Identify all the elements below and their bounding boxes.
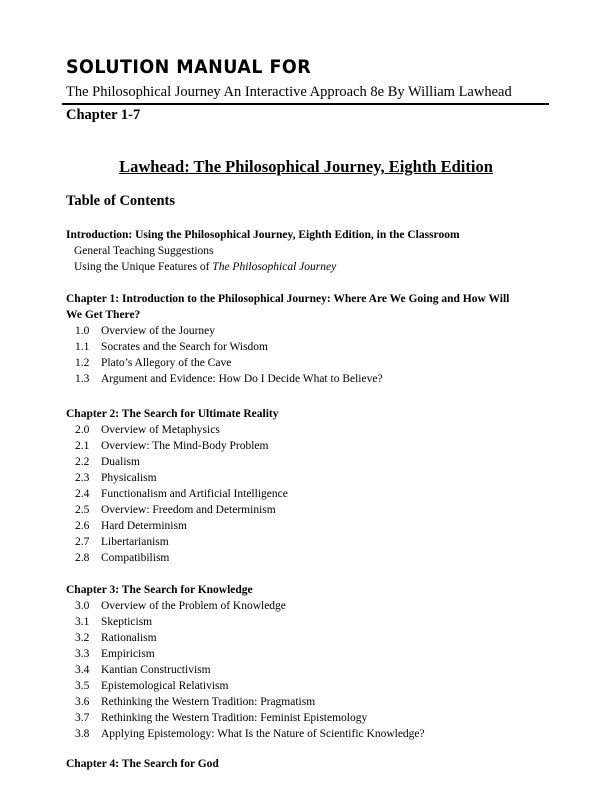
toc-entry: [66, 710, 556, 726]
toc-entry: [66, 694, 556, 710]
entry-title: Physicalism: [101, 472, 157, 484]
entry-title: Libertarianism: [101, 536, 169, 548]
section-heading: Chapter 1: Introduction to the Philosophical Journey: Where Are We Going and How Will: [66, 293, 510, 305]
entry-title: Kantian Constructivism: [101, 664, 211, 676]
section-heading: Chapter 4: The Search for God: [66, 758, 219, 770]
toc-entry: [66, 518, 556, 534]
document-title: Lawhead: The Philosophical Journey, Eighth Edition: [119, 157, 493, 176]
entry-title: Epistemological Relativism: [101, 680, 229, 692]
toc-entry: [66, 662, 556, 678]
entry-title: Functionalism and Artificial Intelligence: [101, 488, 288, 500]
entry-number: 2.0: [75, 424, 90, 436]
toc-entry: [66, 502, 556, 518]
entry-number: 3.5: [75, 680, 90, 692]
entry-number: 3.2: [75, 632, 90, 644]
toc-entry: [66, 598, 556, 614]
entry-title-emphasis: The Philosophical Journey: [212, 261, 337, 273]
toc-entry: [66, 243, 556, 259]
entry-title: Socrates and the Search for Wisdom: [101, 341, 268, 353]
section-heading-continued: We Get There?: [66, 309, 141, 321]
entry-title: Compatibilism: [101, 552, 170, 564]
entry-number: 3.6: [75, 696, 90, 708]
entry-number: 3.3: [75, 648, 90, 660]
entry-number: 1.1: [75, 341, 90, 353]
entry-number: 3.4: [75, 664, 90, 676]
entry-number: 3.1: [75, 616, 90, 628]
toc-heading: Table of Contents: [66, 193, 176, 209]
toc-section-chapter-2: [66, 406, 556, 566]
toc-entry: [66, 470, 556, 486]
section-heading: Introduction: Using the Philosophical Journey, Eighth Edition, in the Classroom: [66, 229, 460, 241]
entry-title: Overview of Metaphysics: [101, 424, 220, 436]
entry-number: 2.7: [75, 536, 90, 548]
toc-entry: [66, 259, 556, 275]
toc-section-chapter-3: [66, 582, 556, 742]
entry-title: Overview of the Problem of Knowledge: [101, 600, 286, 612]
toc-entry: [66, 339, 556, 355]
entry-title: Overview: The Mind-Body Problem: [101, 440, 269, 452]
entry-title: Rationalism: [101, 632, 157, 644]
entry-title: Overview of the Journey: [101, 325, 216, 337]
entry-number: 2.8: [75, 552, 90, 564]
toc-entry: [66, 422, 556, 438]
entry-number: 2.3: [75, 472, 90, 484]
entry-title: Rethinking the Western Tradition: Feminist Epistemology: [101, 712, 368, 724]
entry-title: Overview: Freedom and Determinism: [101, 504, 276, 516]
toc-entry: [66, 355, 556, 371]
entry-number: 3.7: [75, 712, 90, 724]
entry-number: 2.6: [75, 520, 90, 532]
entry-title: Rethinking the Western Tradition: Pragmatism: [101, 696, 316, 708]
entry-title: Dualism: [101, 456, 140, 468]
book-subtitle: The Philosophical Journey An Interactive Approach 8e By William Lawhead: [66, 84, 512, 100]
entry-number: 2.4: [75, 488, 90, 500]
entry-title: Using the Unique Features of: [74, 261, 213, 273]
entry-number: 1.3: [75, 373, 90, 385]
entry-number: 1.0: [75, 325, 90, 337]
entry-title: Argument and Evidence: How Do I Decide What to Believe?: [101, 373, 383, 385]
toc-entry: [66, 550, 556, 566]
entry-title: Plato’s Allegory of the Cave: [101, 357, 232, 369]
toc-entry: [66, 630, 556, 646]
toc-entry: [66, 726, 556, 742]
entry-title: Skepticism: [101, 616, 153, 628]
entry-number: 1.2: [75, 357, 90, 369]
entry-title: Applying Epistemology: What Is the Nature of Scientific Knowledge?: [101, 728, 425, 740]
toc-section-introduction: [66, 227, 556, 275]
solution-manual-banner: SOLUTION MANUAL FOR: [66, 56, 312, 78]
toc-section-chapter-4: [66, 756, 556, 772]
entry-title: Empiricism: [101, 648, 155, 660]
entry-title: General Teaching Suggestions: [74, 245, 214, 257]
header-divider: [62, 103, 549, 105]
chapter-range: Chapter 1-7: [66, 107, 141, 123]
toc-entry: [66, 614, 556, 630]
toc-entry: [66, 534, 556, 550]
entry-number: 3.8: [75, 728, 90, 740]
toc-entry: [66, 454, 556, 470]
entry-number: 3.0: [75, 600, 90, 612]
entry-title: Hard Determinism: [101, 520, 187, 532]
toc-entry: [66, 678, 556, 694]
entry-number: 2.1: [75, 440, 90, 452]
entry-number: 2.5: [75, 504, 90, 516]
toc-section-chapter-1: [66, 291, 556, 387]
toc-entry: [66, 371, 556, 387]
toc-entry: [66, 323, 556, 339]
section-heading: Chapter 3: The Search for Knowledge: [66, 584, 253, 596]
toc-entry: [66, 438, 556, 454]
entry-number: 2.2: [75, 456, 90, 468]
toc-entry: [66, 486, 556, 502]
toc-entry: [66, 646, 556, 662]
section-heading: Chapter 2: The Search for Ultimate Reality: [66, 408, 279, 420]
